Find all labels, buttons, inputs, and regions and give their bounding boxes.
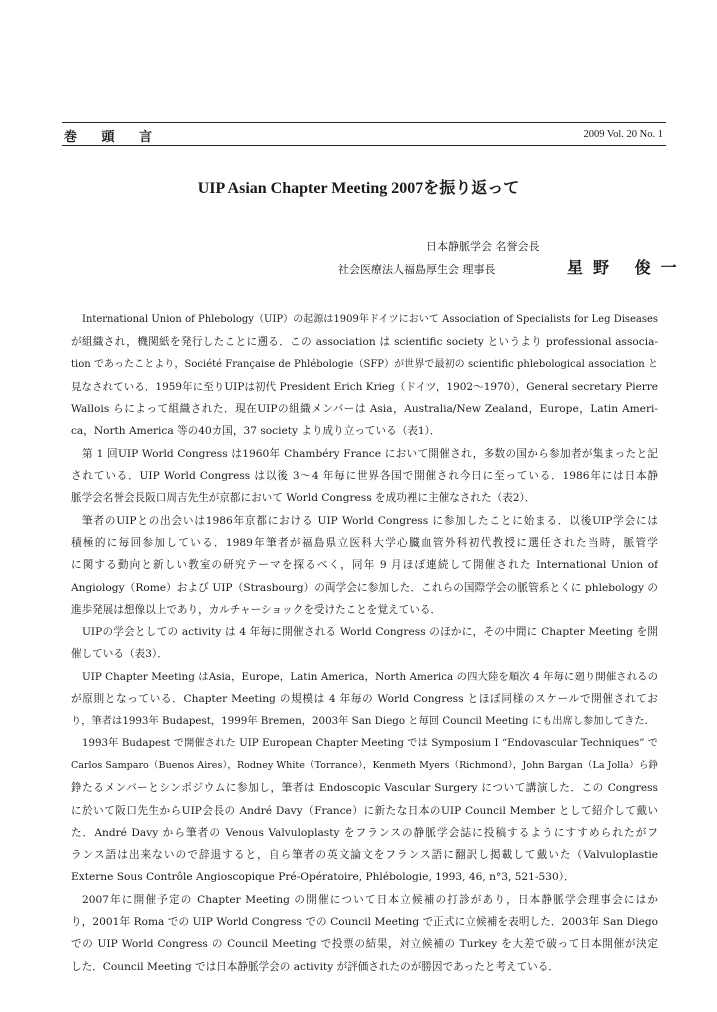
body-line: に於いて阪口先生からUIP会長の André Davy（France）に新たな日本のUIP Council Member として紹介して戴い — [71, 804, 658, 817]
body-line: 見なされている．1959年に至りUIPは初代 President Erich Krieg（ドイツ，1902～1970），General secretary Pierre — [71, 380, 658, 393]
body-line: されている．UIP World Congress は以後 3～4 年毎に世界各国で開催され今日に至っている．1986年には日本静 — [71, 470, 658, 483]
header-rule-bottom — [62, 145, 666, 146]
body-line: た．André Davy から筆者の Venous Valvuloplasty をフランスの静脈学会誌に投稿するようにすすめられたがフ — [71, 826, 658, 839]
body-line: 2007年に開催予定の Chapter Meeting の開催について日本立候補の打診があり，日本静脈学会理事会にはか — [82, 893, 658, 906]
issue-info: 2009 Vol. 20 No. 1 — [583, 129, 663, 140]
body-line: り，2001年 Roma での UIP World Congress での Council Meeting で正式に立候補を表明した．2003年 San Diego — [71, 916, 658, 929]
body-line: り，筆者は1993年 Budapest，1999年 Bremen，2003年 San Diego と毎回 Council Meeting にも出席し参加してきた． — [71, 715, 655, 728]
body-line: 錚たるメンバーとシンポジウムに参加し，筆者は Endoscopic Vascular Surgery について講演した．この Congress — [71, 782, 658, 795]
body-line: ランス語は出来ないので辞退すると，自ら筆者の英文論文をフランス語に翻訳し掲載して戴いた（Valvuloplastie — [71, 849, 658, 862]
body-line: が原則となっている．Chapter Meeting の規模は 4 年毎の World Congress とほぼ同様のスケールで開催されてお — [71, 693, 658, 706]
author-name: 星野 俊一 — [567, 258, 687, 277]
body-line: International Union of Phlebology（UIP）の起源は1909年ドイツにおいて Association of Specialists for Leg Diseases — [82, 314, 658, 325]
body-line: 催している（表3）． — [71, 648, 168, 661]
body-line: が組織され，機関紙を発行したことに遡る．この association は scientific society というより professional associa- — [71, 336, 658, 349]
author-affiliation-1: 日本静脈学会 名誉会長 — [426, 240, 540, 253]
body-line: 積極的に毎回参加している．1989年筆者が福島県立医科大学心臓血管外科初代教授に選任された当時，脈管学 — [71, 536, 658, 549]
body-line: UIP Chapter Meeting はAsia，Europe，Latin America，North America の四大陸を順次 4 年毎に廻り開催されるの — [82, 670, 658, 683]
section-label: 巻 頭 言 — [64, 130, 163, 145]
body-line: での UIP World Congress の Council Meeting で投票の結果，対立候補の Turkey を大差で破って日本開催が決定 — [71, 938, 658, 951]
body-line: Angiology（Rome）および UIP（Strasbourg）の両学会に参加した．これらの国際学会の脈管系とくに phlebology の — [71, 581, 658, 594]
article-title: UIP Asian Chapter Meeting 2007を振り返って — [197, 180, 520, 197]
author-affiliation-2: 社会医療法人福島厚生会 理事長 — [338, 263, 496, 276]
body-line: tion であったことより，Société Française de Phlébologie（SFP）が世界で最初の scientific phlebological association と — [71, 358, 658, 370]
body-line: UIPの学会としての activity は 4 年毎に開催される World Congress のほかに，その中間に Chapter Meeting を開 — [82, 626, 658, 639]
body-line: Externe Sous Contrôle Angioscopique Pré-Opératoire, Phlébologie, 1993, 46, n°3, 521-530）． — [71, 871, 575, 884]
body-text — [71, 309, 658, 978]
body-line: 第 1 回UIP World Congress は1960年 Chambéry France において開催され，多数の国から参加者が集まったと記 — [82, 447, 658, 460]
body-line: 進歩発展は想像以上であり，カルチャーショックを受けたことを覚えている． — [71, 603, 442, 616]
body-line: ca，North America 等の40カ国，37 society より成り立っている（表1）． — [71, 425, 441, 438]
body-line: に関する動向と新しい教室の研究テーマを探るべく，同年 9 月ほぼ連続して開催された International Union of — [71, 559, 658, 572]
body-line: 1993年 Budapest で開催された UIP European Chapter Meeting では Symposium I “Endovascular Techniques” で — [82, 737, 658, 749]
body-line: Wallois らによって組織された．現在UIPの組織メンバーは Asia，Australia/New Zealand，Europe，Latin Ameri- — [71, 403, 658, 416]
body-line: Carlos Samparo（Buenos Aires），Rodney White（Torrance），Kenmeth Myers（Richmond），John Bargan（La Jolla）ら錚 — [71, 759, 658, 771]
body-line: した．Council Meeting では日本静脈学会の activity が評価されたのが勝因であったと考えている． — [71, 960, 559, 973]
header-rule-top — [62, 122, 666, 123]
body-line: 脈学会名誉会長阪口周吉先生が京都において World Congress を成功裡に主催なされた（表2）． — [71, 492, 536, 505]
body-line: 筆者のUIPとの出会いは1986年京都における UIP World Congress に参加したことに始まる．以後UIP学会には — [82, 514, 658, 527]
